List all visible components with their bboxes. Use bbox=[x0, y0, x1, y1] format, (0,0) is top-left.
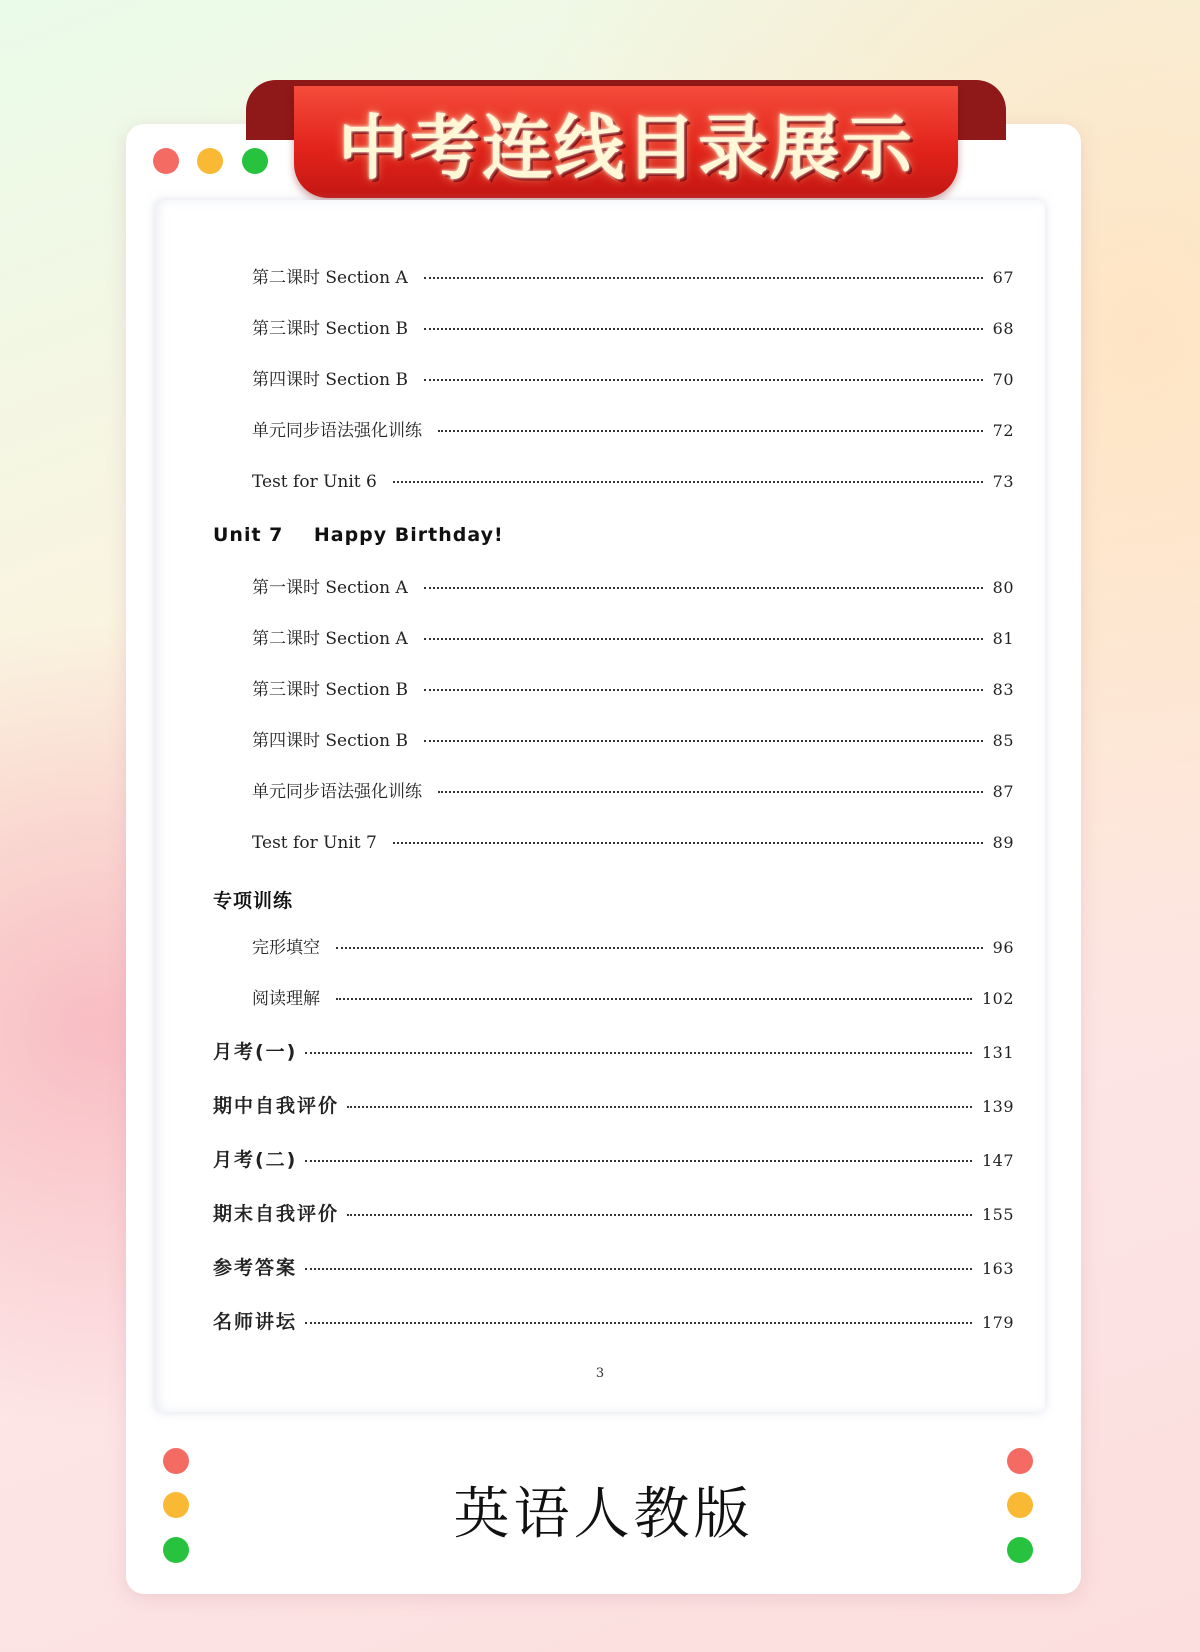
leader-dots bbox=[438, 791, 983, 793]
toc-entry[interactable]: Test for Unit 7 89 bbox=[252, 833, 1014, 853]
leader-dots bbox=[347, 1106, 972, 1108]
toc-entry[interactable]: 第四课时 Section B 70 bbox=[252, 370, 1014, 390]
leader-dots bbox=[305, 1052, 972, 1054]
leader-dots bbox=[305, 1268, 972, 1270]
leader-dots bbox=[393, 481, 983, 483]
leader-dots bbox=[438, 430, 983, 432]
edition-label: 英语人教版 bbox=[453, 1482, 754, 1547]
toc-entry[interactable]: 第二课时 Section A 67 bbox=[252, 268, 1014, 288]
leader-dots bbox=[393, 842, 983, 844]
toc-entry[interactable]: 阅读理解 102 bbox=[252, 989, 1014, 1009]
window-maximize-dot bbox=[242, 148, 268, 174]
leader-dots bbox=[424, 638, 983, 640]
toc-entry[interactable]: Test for Unit 6 73 bbox=[252, 472, 1014, 492]
leader-dots bbox=[424, 740, 983, 742]
toc-main-entry[interactable]: 名师讲坛 179 bbox=[213, 1311, 1014, 1333]
toc-entry[interactable]: 第二课时 Section A 81 bbox=[252, 629, 1014, 649]
toc-entry[interactable]: 第一课时 Section A 80 bbox=[252, 578, 1014, 598]
toc-main-entry[interactable]: 月考(一) 131 bbox=[213, 1041, 1014, 1063]
leader-dots bbox=[336, 998, 972, 1000]
leader-dots bbox=[305, 1322, 972, 1324]
toc-main-entry[interactable]: 参考答案 163 bbox=[213, 1257, 1014, 1279]
toc-entry[interactable]: 单元同步语法强化训练 87 bbox=[252, 782, 1014, 802]
banner-title: 中考连线目录展示 bbox=[338, 106, 914, 189]
leader-dots bbox=[424, 587, 983, 589]
toc-entry[interactable]: 单元同步语法强化训练 72 bbox=[252, 421, 1014, 441]
leader-dots bbox=[347, 1214, 972, 1216]
leader-dots bbox=[424, 689, 983, 691]
page-number: 3 bbox=[595, 1366, 605, 1381]
window-minimize-dot bbox=[197, 148, 223, 174]
leader-dots bbox=[424, 277, 983, 279]
toc-entry[interactable]: 第四课时 Section B 85 bbox=[252, 731, 1014, 751]
leader-dots bbox=[336, 947, 983, 949]
toc-entry[interactable]: 第三课时 Section B 68 bbox=[252, 319, 1014, 339]
title-banner bbox=[294, 86, 958, 198]
table-of-contents bbox=[155, 200, 1045, 1412]
leader-dots bbox=[305, 1160, 972, 1162]
toc-entry[interactable]: 完形填空 96 bbox=[252, 938, 1014, 958]
window-close-dot bbox=[153, 148, 179, 174]
toc-page bbox=[155, 200, 1045, 1412]
toc-main-entry[interactable]: 期末自我评价 155 bbox=[213, 1203, 1014, 1225]
toc-entry[interactable]: 第三课时 Section B 83 bbox=[252, 680, 1014, 700]
unit7-heading: Unit 7 Happy Birthday! bbox=[213, 524, 504, 546]
leader-dots bbox=[424, 379, 983, 381]
toc-main-entry[interactable]: 月考(二) 147 bbox=[213, 1149, 1014, 1171]
toc-main-entry[interactable]: 期中自我评价 139 bbox=[213, 1095, 1014, 1117]
special-training-heading: 专项训练 bbox=[213, 890, 294, 912]
leader-dots bbox=[424, 328, 983, 330]
